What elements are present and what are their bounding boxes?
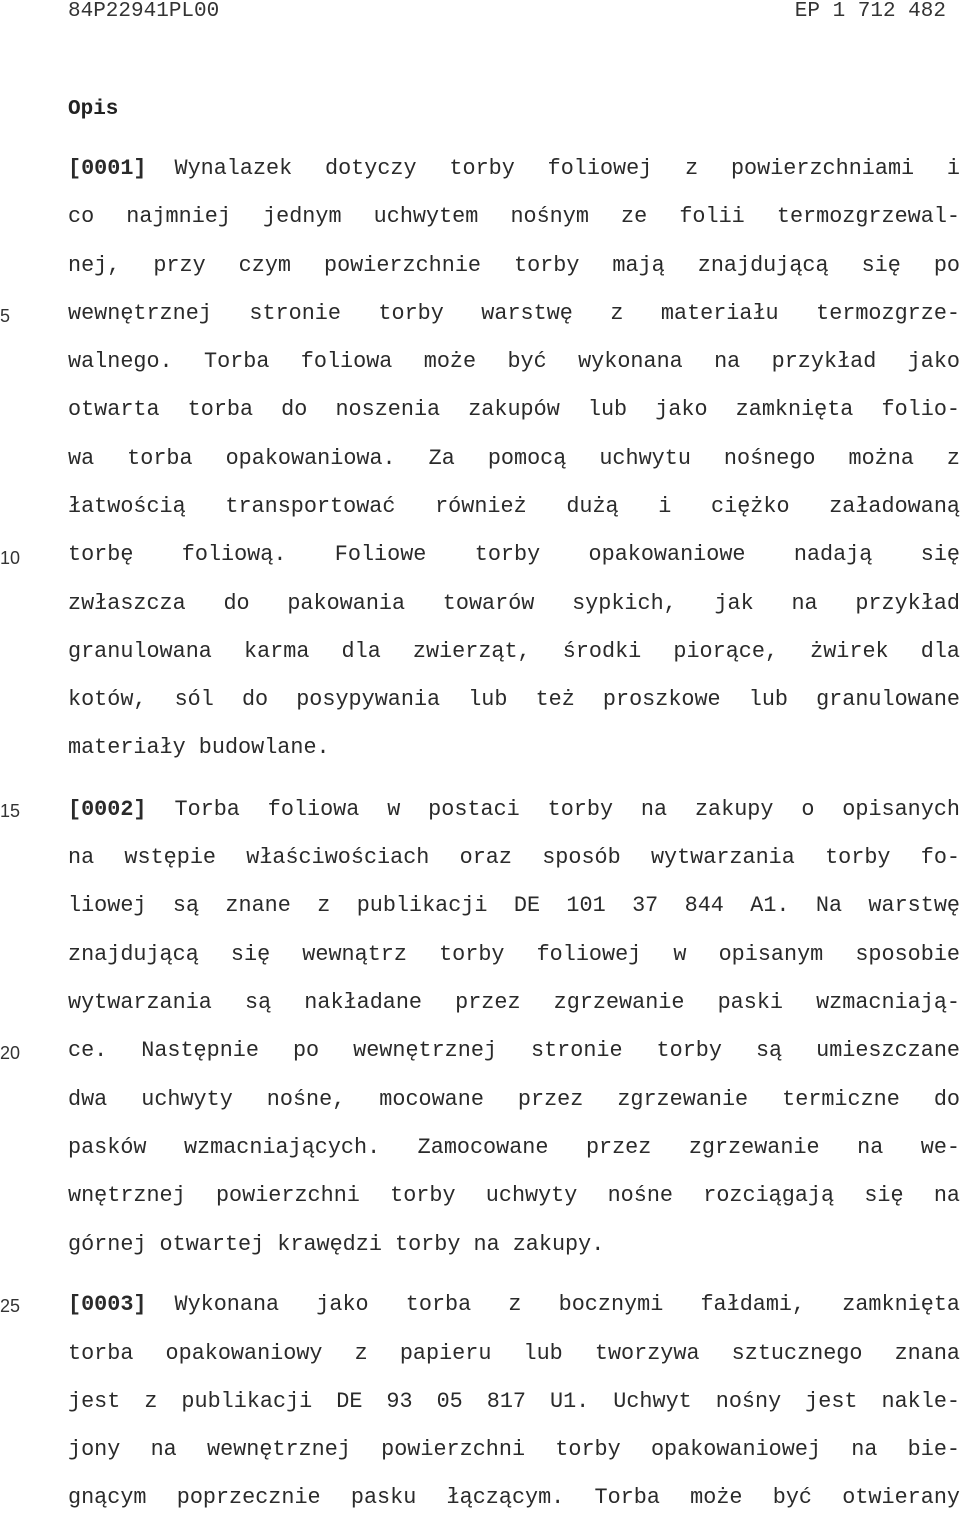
paragraph-line: gnącym poprzecznie pasku łączącym. Torba może być otwierany [68,1485,960,1510]
paragraph-line: materiały budowlane. [68,735,330,760]
paragraph-line: pasków wzmacniających. Zamocowane przez zgrzewanie na we- [68,1135,960,1160]
paragraph-line: wnętrznej powierzchni torby uchwyty nośne rozciągają się na [68,1183,960,1208]
paragraph-line: górnej otwartej krawędzi torby na zakupy. [68,1232,605,1257]
section-title: Opis [68,98,119,121]
paragraph-line: jony na wewnętrznej powierzchni torby opakowaniowej na bie- [68,1437,960,1462]
line-number: 25 [0,1296,21,1316]
line-number: 15 [0,801,21,821]
line-text: Wykonana jako torba z bocznymi fałdami, zamknięta [174,1292,960,1317]
paragraph-line: torba opakowaniowy z papieru lub tworzywa sztucznego znana [68,1341,960,1366]
paragraph-line: zwłaszcza do pakowania towarów sypkich, jak na przykład [68,591,960,616]
document-reference: 84P22941PL00 [68,0,220,23]
paragraph-line [68,154,960,184]
paragraph-line [68,795,960,825]
paragraph-line: nej, przy czym powierzchnie torby mają znajdującą się po [68,253,960,278]
paragraph-line: wytwarzania są nakładane przez zgrzewanie paski wzmacniają- [68,990,960,1015]
paragraph-marker: [0003] [68,1292,147,1317]
line-number: 20 [0,1043,21,1063]
paragraph-line: łatwością transportować również dużą i ciężko załadowaną [68,494,960,519]
paragraph-line: wa torba opakowaniowa. Za pomocą uchwytu nośnego można z [68,446,960,471]
paragraph-line: ce. Następnie po wewnętrznej stronie torby są umieszczane [68,1038,960,1063]
paragraph-line: co najmniej jednym uchwytem nośnym ze folii termozgrzewal- [68,204,960,229]
paragraph-line: kotów, sól do posypywania lub też proszkowe lub granulowane [68,687,960,712]
paragraph-line: wewnętrznej stronie torby warstwę z materiału termozgrze- [68,301,960,326]
paragraph-line: na wstępie właściwościach oraz sposób wytwarzania torby fo- [68,845,960,870]
paragraph-line: torbę foliową. Foliowe torby opakowaniowe nadają się [68,542,960,567]
paragraph-line: dwa uchwyty nośne, mocowane przez zgrzewanie termiczne do [68,1087,960,1112]
paragraph-line: walnego. Torba foliowa może być wykonana na przykład jako [68,349,960,374]
paragraph-line: otwarta torba do noszenia zakupów lub jako zamknięta folio- [68,397,960,422]
paragraph-line: liowej są znane z publikacji DE 101 37 844 A1. Na warstwę [68,893,960,918]
line-text: Wynalazek dotyczy torby foliowej z powierzchniami i [174,156,960,181]
line-number: 10 [0,548,21,568]
patent-number: EP 1 712 482 [794,0,946,23]
paragraph-marker: [0002] [68,797,147,822]
paragraph-marker: [0001] [68,156,147,181]
paragraph-line: jest z publikacji DE 93 05 817 U1. Uchwyt nośny jest nakle- [68,1389,960,1414]
line-text: Torba foliowa w postaci torby na zakupy o opisanych [174,797,960,822]
line-number: 5 [0,306,11,326]
paragraph-line: znajdującą się wewnątrz torby foliowej w opisanym sposobie [68,942,960,967]
paragraph-line: granulowana karma dla zwierząt, środki piorące, żwirek dla [68,639,960,664]
paragraph-line [68,1290,960,1320]
